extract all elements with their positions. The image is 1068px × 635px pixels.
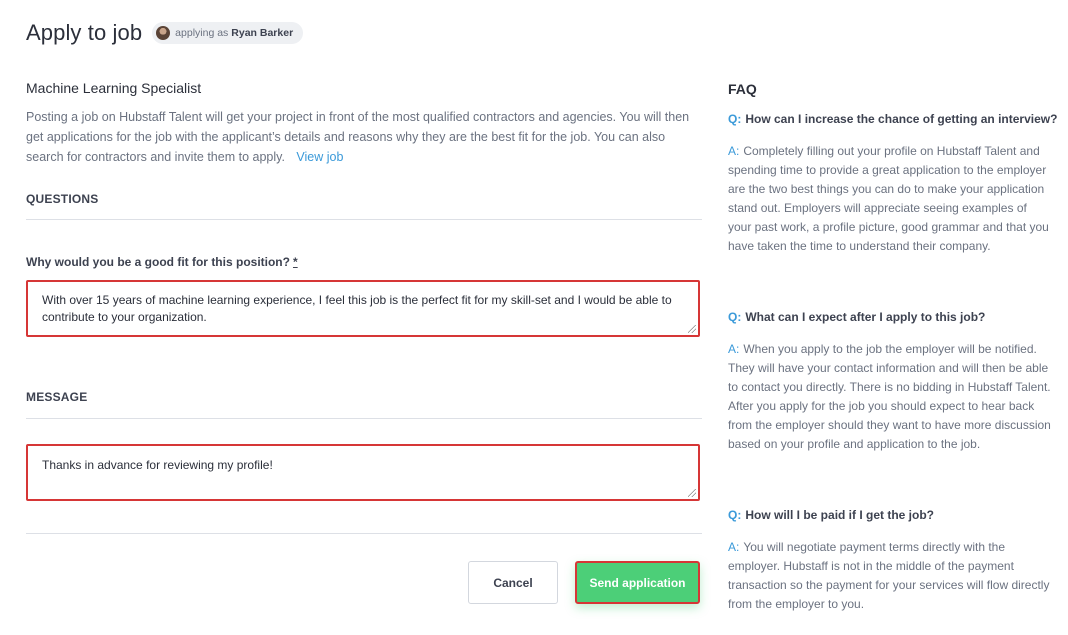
faq-question-text: How can I increase the chance of getting an interview? xyxy=(745,112,1058,126)
actions-divider xyxy=(26,533,702,534)
job-description xyxy=(26,107,702,167)
send-application-button[interactable]: Send application xyxy=(575,561,700,604)
faq-answer-text: You will negotiate payment terms directly with the employer. Hubstaff is not in the middle of the payment transaction so the payment for your services will flow directly from the employer to you. xyxy=(728,540,1050,611)
message-heading: MESSAGE xyxy=(26,390,88,404)
faq-title: FAQ xyxy=(728,81,757,97)
questions-divider xyxy=(26,219,702,220)
faq-answer-text: When you apply to the job the employer will be notified. They will have your contact information and will then be able to contact you directly. There is no bidding in Hubstaff Talent. After you apply for the job you should expect to hear back from the employer should they want to have more discussion based on your profile and application to the job. xyxy=(728,342,1051,451)
message-divider xyxy=(26,418,702,419)
job-title: Machine Learning Specialist xyxy=(26,80,202,96)
applicant-name: Ryan Barker xyxy=(231,27,294,39)
faq-question xyxy=(728,112,1057,126)
page-title: Apply to job xyxy=(26,20,143,45)
view-job-link[interactable]: View job xyxy=(296,150,344,164)
avatar xyxy=(156,26,170,40)
message-text: Thanks in advance for reviewing my profile! xyxy=(42,458,273,472)
applying-as-prefix: applying as xyxy=(175,27,229,39)
faq-question-text: What can I expect after I apply to this job? xyxy=(745,310,986,324)
question-label-text: Why would you be a good fit for this position? xyxy=(26,255,290,269)
faq-answer xyxy=(728,142,1053,256)
cancel-button[interactable]: Cancel xyxy=(468,561,558,604)
q-marker: Q: xyxy=(728,310,742,324)
faq-answer xyxy=(728,538,1053,614)
a-marker: A: xyxy=(728,144,740,158)
question-label xyxy=(26,255,298,269)
applying-as-badge xyxy=(152,22,303,44)
resize-handle[interactable] xyxy=(688,489,696,497)
a-marker: A: xyxy=(728,342,740,356)
required-mark: * xyxy=(292,255,298,269)
faq-question xyxy=(728,310,985,324)
resize-handle[interactable] xyxy=(688,325,696,333)
q-marker: Q: xyxy=(728,508,742,522)
job-description-text: Posting a job on Hubstaff Talent will get your project in front of the most qualified contractors and agencies. You will then get applications for the job with the applicant’s details and reasons why they are the best fit for the job. You can also search for contractors and invite them to apply. xyxy=(26,110,690,164)
q-marker: Q: xyxy=(728,112,742,126)
fit-answer-textarea[interactable] xyxy=(26,280,700,337)
faq-question-text: How will I be paid if I get the job? xyxy=(745,508,935,522)
faq-answer xyxy=(728,340,1053,454)
message-textarea[interactable] xyxy=(26,444,700,501)
questions-heading: QUESTIONS xyxy=(26,192,99,206)
a-marker: A: xyxy=(728,540,740,554)
page-header xyxy=(26,20,303,46)
application-form xyxy=(26,78,702,167)
fit-answer-text: With over 15 years of machine learning experience, I feel this job is the perfect fit for my skill-set and I would be able to contribute to your organization. xyxy=(42,293,672,324)
faq-question xyxy=(728,508,934,522)
faq-answer-text: Completely filling out your profile on Hubstaff Talent and spending time to provide a great application to the employer are the two best things you can do to make your application stand out. Employers will appreciate seeing examples of your past work, a profile picture, good grammar and that you have taken the time to understand their company. xyxy=(728,144,1049,253)
